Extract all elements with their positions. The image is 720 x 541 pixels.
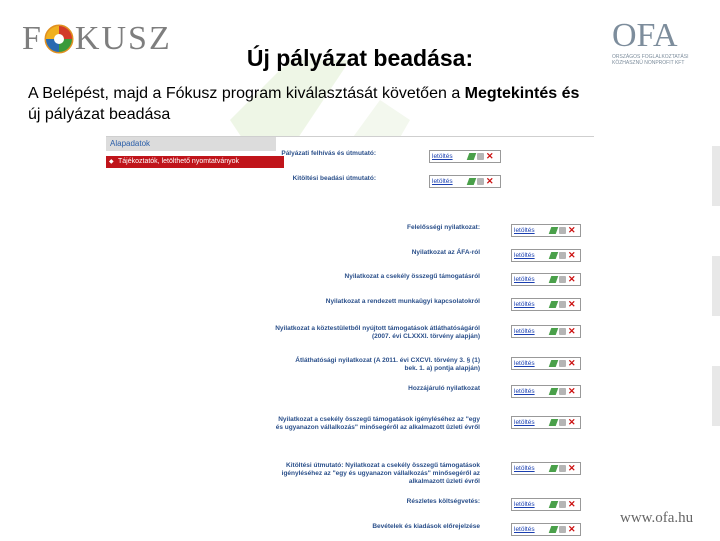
intro-text-line2: új pályázat beadása: [28, 106, 171, 123]
document-row-label: Felelősségi nyilatkozat:: [407, 224, 480, 231]
print-icon[interactable]: [559, 419, 566, 426]
delete-icon[interactable]: ✕: [568, 524, 576, 534]
slide-title: Új pályázat beadása:: [246, 45, 474, 71]
print-icon[interactable]: [559, 227, 566, 234]
delete-icon[interactable]: ✕: [486, 176, 494, 186]
document-row-label: Nyilatkozat az ÁFA-ról: [411, 249, 480, 256]
document-row-label: Nyilatkozat a köztestületből nyújtott támogatások átláthatóságáról (2007. évi CLXXXI. törvény alapján): [275, 325, 480, 340]
intro-text: A Belépést, majd a Fókusz program kiválasztását követően a: [28, 85, 465, 102]
delete-icon[interactable]: ✕: [568, 358, 576, 368]
download-link[interactable]: letöltés: [514, 276, 535, 283]
print-icon[interactable]: [559, 526, 566, 533]
document-row-label: Nyilatkozat a csekély összegű támogatásról: [344, 273, 480, 280]
edit-icon[interactable]: [549, 301, 559, 308]
print-icon[interactable]: [559, 252, 566, 259]
download-link[interactable]: letöltés: [432, 153, 453, 160]
delete-icon[interactable]: ✕: [568, 499, 576, 509]
document-row-actions: [511, 224, 581, 237]
document-row-label: Hozzájáruló nyilatkozat: [408, 385, 480, 392]
document-row-actions: [511, 273, 581, 286]
edit-icon[interactable]: [549, 252, 559, 259]
edit-icon[interactable]: [549, 465, 559, 472]
download-link[interactable]: letöltés: [514, 419, 535, 426]
delete-icon[interactable]: ✕: [568, 386, 576, 396]
print-icon[interactable]: [559, 301, 566, 308]
download-link[interactable]: letöltés: [514, 526, 535, 533]
print-icon[interactable]: [559, 360, 566, 367]
delete-icon[interactable]: ✕: [568, 326, 576, 336]
document-row-actions: [511, 298, 581, 311]
download-link[interactable]: letöltés: [514, 328, 535, 335]
edit-icon[interactable]: [549, 328, 559, 335]
document-row-actions: [511, 416, 581, 429]
document-row-actions: [429, 175, 501, 188]
document-row-label: Átláthatósági nyilatkozat (A 2011. évi CXCVI. törvény 3. § (1) bek. 1. a) pontja alapján): [295, 357, 480, 372]
fokusz-logo-prefix: F: [22, 20, 43, 57]
edit-icon[interactable]: [549, 388, 559, 395]
download-link[interactable]: letöltés: [514, 227, 535, 234]
document-row-label: Bevételek és kiadások előrejelzése: [372, 523, 480, 530]
document-row-actions: [511, 325, 581, 338]
delete-icon[interactable]: ✕: [568, 225, 576, 235]
print-icon[interactable]: [559, 276, 566, 283]
edit-icon[interactable]: [549, 276, 559, 283]
intro-bold-text: Megtekintés és: [464, 85, 580, 102]
document-row-label: Részletes költségvetés:: [406, 498, 480, 505]
right-edge-decoration: [704, 146, 720, 536]
document-row-label: Nyilatkozat a rendezett munkaügyi kapcsolatokról: [325, 298, 480, 305]
print-icon[interactable]: [477, 178, 484, 185]
delete-icon[interactable]: ✕: [486, 151, 494, 161]
download-link[interactable]: letöltés: [514, 301, 535, 308]
slide-intro: [28, 83, 668, 125]
print-icon[interactable]: [559, 465, 566, 472]
print-icon[interactable]: [477, 153, 484, 160]
document-row-actions: [511, 385, 581, 398]
document-row-actions: [429, 150, 501, 163]
document-row-actions: [511, 249, 581, 262]
document-row-label: Kitöltési beadási útmutató:: [292, 175, 376, 182]
embedded-screenshot: [106, 136, 594, 541]
download-link[interactable]: letöltés: [514, 465, 535, 472]
footer-url: www.ofa.hu: [620, 510, 694, 526]
download-link[interactable]: letöltés: [514, 501, 535, 508]
download-link[interactable]: letöltés: [514, 360, 535, 367]
download-link[interactable]: letöltés: [514, 388, 535, 395]
document-row-actions: [511, 462, 581, 475]
edit-icon[interactable]: [467, 178, 477, 185]
section-header: Alapadatok: [106, 137, 276, 151]
print-icon[interactable]: [559, 388, 566, 395]
edit-icon[interactable]: [549, 501, 559, 508]
document-row-actions: [511, 523, 581, 536]
document-row-actions: [511, 498, 581, 511]
delete-icon[interactable]: ✕: [568, 463, 576, 473]
download-link[interactable]: letöltés: [432, 178, 453, 185]
ofa-logo-subtitle-1: ORSZÁGOS FOGLALKOZTATÁSI: [612, 54, 689, 60]
delete-icon[interactable]: ✕: [568, 250, 576, 260]
delete-icon[interactable]: ✕: [568, 299, 576, 309]
print-icon[interactable]: [559, 501, 566, 508]
edit-icon[interactable]: [549, 227, 559, 234]
ofa-logo-mark: OFA: [612, 17, 678, 54]
document-row-label: Pályázati felhívás és útmutató:: [281, 150, 376, 157]
edit-icon[interactable]: [549, 419, 559, 426]
document-row-actions: [511, 357, 581, 370]
menu-item-downloads[interactable]: ◆ Tájékoztatók, letölthető nyomtatványok: [106, 156, 284, 168]
delete-icon[interactable]: ✕: [568, 274, 576, 284]
edit-icon[interactable]: [549, 360, 559, 367]
document-row-label: Nyilatkozat a csekély összegű támogatások igényléséhez az "egy és ugyanazon vállalkozás" minősegéről az alkalmazott üzleti évről: [275, 416, 480, 431]
download-link[interactable]: letöltés: [514, 252, 535, 259]
document-row-label: Kitöltési útmutató: Nyilatkozat a csekély összegű támogatások igényléséhez az "egy és ugyanazon vállalkozás" minősegéről az alkalmazott üzleti évről: [281, 462, 480, 485]
fokusz-logo-suffix: KUSZ: [74, 20, 172, 57]
edit-icon[interactable]: [467, 153, 477, 160]
print-icon[interactable]: [559, 328, 566, 335]
edit-icon[interactable]: [549, 526, 559, 533]
delete-icon[interactable]: ✕: [568, 417, 576, 427]
ofa-logo-subtitle-2: KÖZHASZNÚ NONPROFIT KFT: [612, 60, 685, 66]
